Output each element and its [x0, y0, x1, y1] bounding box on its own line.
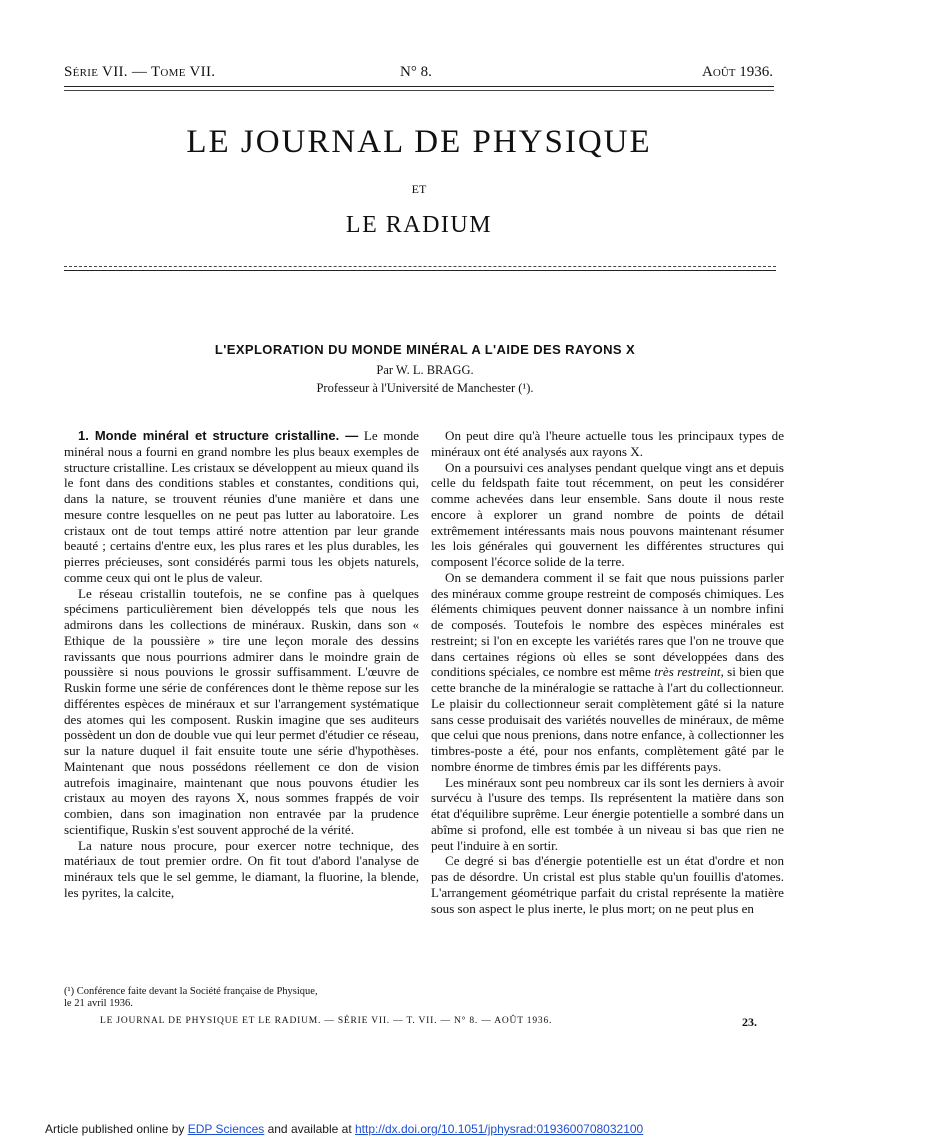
paragraph: La nature nous procure, pour exercer notre technique, des matériaux de tout premier ordre. On fit tout d'abord l'analyse de minéraux tels que le sel gemme, le diamant, la fluorine, la blende, les pyrites, la calcite,: [64, 837, 419, 900]
header-rule: [64, 86, 774, 87]
paragraph: Ce degré si bas d'énergie potentielle est un état d'ordre et non pas de désordre. Un cristal est plus stable qu'un fouillis d'atomes. L'arrangement géométrique parfait du cristal représente la matière sous son aspect le plus inerte, le plus mort; on ne peut plus en: [431, 853, 784, 916]
header-series: Série VII. — Tome VII.: [64, 64, 216, 80]
paragraph: [431, 570, 784, 775]
paragraph: On peut dire qu'à l'heure actuelle tous les principaux types de minéraux ont été analysés aux rayons X.: [431, 428, 784, 459]
paragraph: On a poursuivi ces analyses pendant quelque vingt ans et depuis celle du feldspath faite tout récemment, on peut les considérer comme achevées dans leur ensemble. Sans doute il nous reste encore à explorer un grand nombre de points de détail extrêmement intéressants mais nous pouvons maintenant résumer les lois générales qui gouvernent les différentes structures qui composent l'écorce solide de la terre.: [431, 459, 784, 569]
paragraph-text: On se demandera comment il se fait que nous puissions parler des minéraux comme groupe restreint de composés chimiques. Les éléments chimiques peuvent donner naissance à un nombre infini de composés. Toutefois le nombre des espèces minérales est restreint; si l'on en excepte les variétés rares que l'on ne trouve que dans certaines régions où elles se sont développées dans des conditions spéciales, ce nombre est même: [431, 569, 784, 680]
article-author: Par W. L. BRAGG.: [376, 363, 474, 377]
paragraph: Les minéraux sont peu nombreux car ils sont les derniers à avoir survécu à l'usure des temps. Ils représentent la matière dans son état d'équilibre suprême. Leur énergie potentielle a sombré dans un abîme si profond, elle est tombée à un niveau si bas que rien ne peut l'induire à en sortir.: [431, 774, 784, 853]
paragraph-text: Le monde minéral nous a fourni en grand nombre les plus beaux exemples de structure cristalline. Les cristaux se développent au mieux quand ils le font dans des conditions stables et constantes, conditions qui, dans la nature, se trouvent réunies d'une manière et dans une mesure contre lesquelles on ne peut pas lutter au laboratoire. Les cristaux ont de tout temps attiré notre attention par leur grande beauté ; certains d'entre eux, les plus rares et les plus durables, les pierres précieuses, sont considérés parmi tous les objets naturels, comme ceux qui ont le plus de valeur.: [64, 428, 419, 585]
paragraph-text: , si bien que cette branche de la minéralogie se rattache à l'art du collectionneur. Le plaisir du collectionneur serait complètement gâté si la nature sans cesse produisait des variétés nouvelles de minéraux, de même que celui que nous prenions, dans notre enfance, à collectionner les timbres-poste a été, pour nos enfants, complètement gâté par le nombre énorme de timbres émis par les différents pays.: [431, 664, 785, 774]
left-column: [64, 428, 419, 901]
footnote: [64, 986, 419, 1010]
right-column: [431, 428, 784, 916]
paragraph: [64, 428, 419, 586]
header-rule-thin: [64, 90, 774, 91]
article-affiliation: Professeur à l'Université de Manchester (¹).: [316, 381, 534, 395]
journal-subtitle: LE RADIUM: [345, 212, 493, 238]
footnote-text: (¹) Conférence faite devant la Société française de Physique,: [64, 986, 318, 997]
masthead-rule-dashed: [64, 266, 776, 267]
doi-link[interactable]: http://dx.doi.org/10.1051/jphysrad:0193600708032100: [354, 1122, 644, 1136]
journal-conjunction: ET: [411, 182, 427, 196]
footnote-continuation: le 21 avril 1936.: [64, 998, 133, 1009]
publisher-prefix: Article published online by: [45, 1122, 188, 1136]
article-title: L'EXPLORATION DU MONDE MINÉRAL A L'AIDE DES RAYONS X: [214, 342, 636, 357]
publisher-middle: and available at: [264, 1122, 355, 1136]
running-footer: LE JOURNAL DE PHYSIQUE ET LE RADIUM. — SÉRIE VII. — T. VII. — N° 8. — AOÛT 1936.: [100, 1016, 553, 1026]
publisher-link[interactable]: EDP Sciences: [187, 1122, 265, 1136]
section-heading: 1. Monde minéral et structure cristalline. —: [78, 428, 359, 443]
page-number: 23.: [742, 1015, 757, 1029]
paragraph: Le réseau cristallin toutefois, ne se confine pas à quelques spécimens particulièrement bien développés tels que nous les admirons dans les collections de minéraux. Ruskin, dans son « Ethique de la poussière » tire une leçon morale des dessins ravissants que nous pourrions admirer dans le moindre grain de poussière si nous pouvions le grossir suffisamment. L'œuvre de Ruskin forme une série de conférences dont le thème repose sur les différentes espèces de minéraux et sur l'arrangement systématique des atomes qui les composent. Ruskin imagine que ses auditeurs possèdent un don de double vue qui leur permet d'étudier ce réseau, sur la nature duquel il fait ensuite toute une série d'hypothèses. Maintenant que nous possédons réellement ce don de vision autrefois imaginaire, maintenant que nous pouvons étudier les cristaux au moyen des rayons X, nous sommes frappés de voir combien, dans son imagination non entravée par la prudence scientifique, Ruskin s'est souvent approché de la vérité.: [64, 585, 419, 837]
publisher-bar: [45, 1122, 643, 1136]
header-issue: N° 8.: [400, 64, 432, 80]
emphasis-text: très restreint: [654, 664, 721, 680]
header-date: Août 1936.: [702, 64, 773, 80]
journal-title: LE JOURNAL DE PHYSIQUE: [186, 124, 652, 160]
masthead-rule: [64, 270, 776, 271]
